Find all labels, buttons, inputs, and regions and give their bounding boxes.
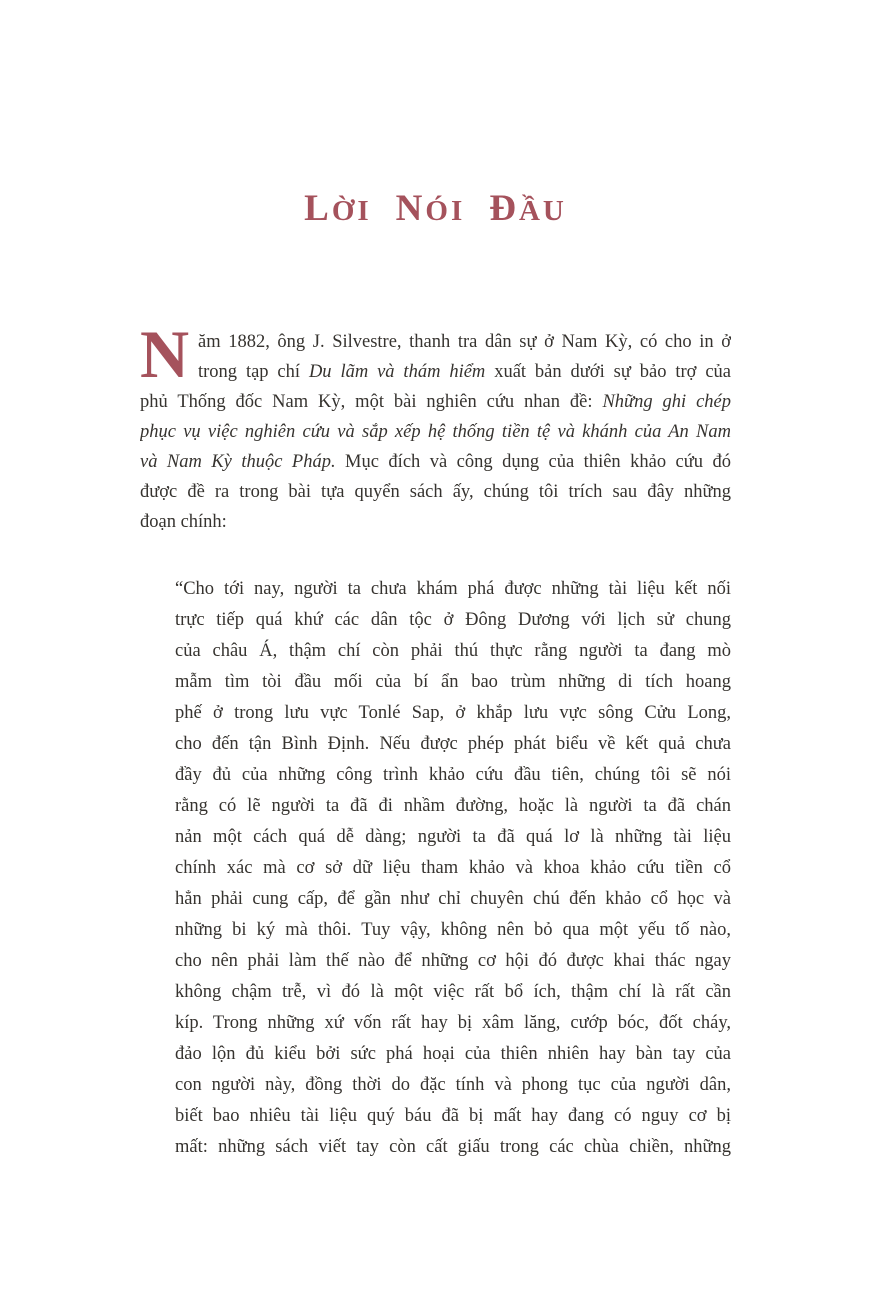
text-line: của châu Á, thậm chí còn phải thú thực rằng người ta đang mò bbox=[175, 641, 731, 661]
text-line: kíp. Trong những xứ vốn rất hay bị xâm lăng, cướp bóc, đốt cháy, bbox=[175, 1013, 731, 1033]
text-line: chính xác mà cơ sở dữ liệu tham khảo và khoa khảo cứu tiền cổ bbox=[175, 858, 731, 878]
text-line: và Nam Kỳ thuộc Pháp. Mục đích và công dụng của thiên khảo cứu đó bbox=[140, 452, 731, 472]
text-line: trực tiếp quá khứ các dân tộc ở Đông Dương với lịch sử chung bbox=[175, 610, 731, 630]
text-line: hẳn phải cung cấp, để gần như chỉ chuyên chú đến khảo cổ học và bbox=[175, 889, 731, 909]
text-line: phế ở trong lưu vực Tonlé Sap, ở khắp lưu vực sông Cửu Long, bbox=[175, 703, 731, 723]
text-line: phục vụ việc nghiên cứu và sắp xếp hệ thống tiền tệ và khánh của An Nam bbox=[140, 422, 731, 442]
text-line: những bi ký mà thôi. Tuy vậy, không nên bỏ qua một yếu tố nào, bbox=[175, 920, 731, 940]
text-line: đảo lộn đủ kiểu bởi sức phá hoại của thiên nhiên hay bàn tay của bbox=[175, 1044, 731, 1064]
title-word: ĐẦU bbox=[489, 188, 567, 229]
text-line: cho nên phải làm thế nào để những cơ hội đó được khai thác ngay bbox=[175, 951, 731, 971]
page-title bbox=[140, 190, 731, 227]
block-quote bbox=[175, 574, 731, 1163]
text-line: “Cho tới nay, người ta chưa khám phá được những tài liệu kết nối bbox=[175, 579, 731, 599]
text-line: biết bao nhiêu tài liệu quý báu đã bị mất hay đang có nguy cơ bị bbox=[175, 1106, 731, 1126]
intro-paragraph bbox=[140, 316, 731, 537]
title-word: LỜI bbox=[304, 188, 372, 229]
text-line: phủ Thống đốc Nam Kỳ, một bài nghiên cứu nhan đề: Những ghi chép bbox=[140, 392, 731, 412]
text-line: đầy đủ của những công trình khảo cứu đầu tiên, chúng tôi sẽ nói bbox=[175, 765, 731, 785]
text-line: trong tạp chí Du lãm và thám hiểm xuất bản dưới sự bảo trợ của bbox=[198, 362, 731, 382]
text-line: nản một cách quá dễ dàng; người ta đã quá lơ là những tài liệu bbox=[175, 827, 731, 847]
text-block bbox=[140, 0, 731, 1163]
text-line: mẫm tìm tòi đầu mối của bí ẩn bao trùm những di tích hoang bbox=[175, 672, 731, 692]
text-line: không chậm trễ, vì đó là một việc rất bổ ích, thậm chí là rất cần bbox=[175, 982, 731, 1002]
text-line: con người này, đồng thời do đặc tính và phong tục của người dân, bbox=[175, 1075, 731, 1095]
text-line: được đề ra trong bài tựa quyển sách ấy, chúng tôi trích sau đây những bbox=[140, 482, 731, 502]
text-line: cho đến tận Bình Định. Nếu được phép phát biểu về kết quả chưa bbox=[175, 734, 731, 754]
text-line: đoạn chính: bbox=[140, 512, 227, 532]
intro-paragraph-text bbox=[140, 327, 731, 537]
text-line: rằng có lẽ người ta đã đi nhầm đường, hoặc là người ta đã chán bbox=[175, 796, 731, 816]
title-word: NÓI bbox=[395, 188, 466, 229]
text-line: ăm 1882, ông J. Silvestre, thanh tra dân sự ở Nam Kỳ, có cho in ở bbox=[198, 332, 731, 352]
text-line: mất: những sách viết tay còn cất giấu trong các chùa chiền, những bbox=[175, 1137, 731, 1157]
drop-cap: N bbox=[140, 316, 190, 392]
